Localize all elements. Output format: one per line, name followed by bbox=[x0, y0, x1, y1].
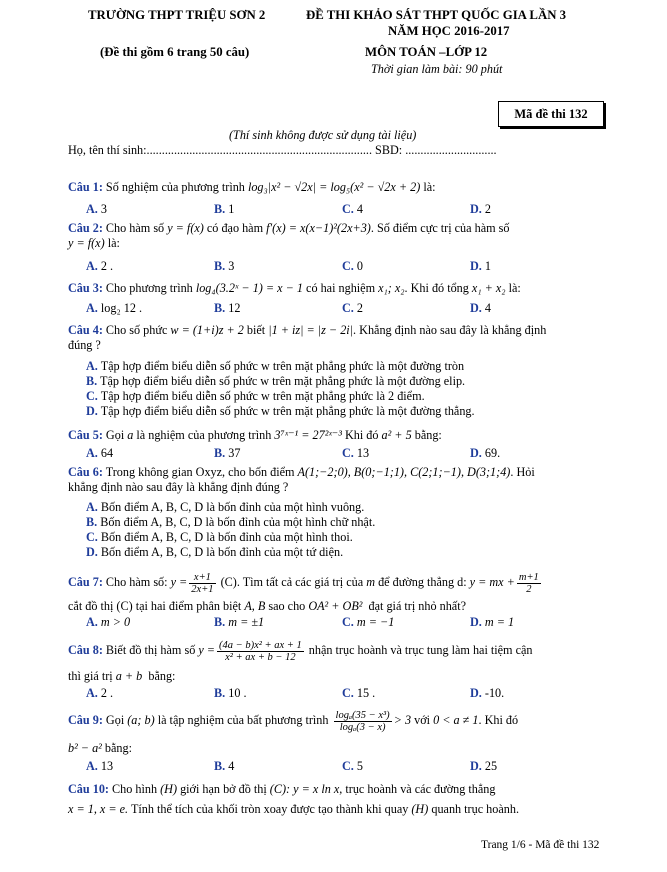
question-7-line-2: cắt đồ thị (C) tại hai điểm phân biệt A, B sao cho OA² + OB² đạt giá trị nhỏ nhất? bbox=[68, 599, 467, 613]
school-name: TRƯỜNG THPT TRIỆU SƠN 2 bbox=[88, 8, 266, 22]
question-label: Câu 1: bbox=[68, 180, 103, 194]
answer-b[interactable]: B. 12 bbox=[214, 301, 241, 315]
answer-d[interactable]: D. m = 1 bbox=[470, 615, 515, 629]
answer-d[interactable]: D. 4 bbox=[470, 301, 491, 315]
answer-a[interactable]: A. 2 . bbox=[86, 259, 114, 273]
question-7: Câu 7: Cho hàm số: y = $\frac{x+1}{2x+1}$ (C). Tìm tất cả các giá trị của m để đường thẳng d: y = mx + $\frac{m+1}{2}$ bbox=[68, 571, 539, 595]
page-footer: Trang 1/6 - Mã đề thi 132 bbox=[481, 839, 600, 851]
question-5: Câu 5: Gọi a là nghiệm của phương trình 3⁷ˣ⁻¹ = 27²ˣ⁻³ Khi đó a² + 5 bằng: bbox=[68, 428, 442, 442]
fraction: $\frac{x+1}{2x+1}$ bbox=[191, 571, 214, 595]
question-label: Câu 2: bbox=[68, 221, 103, 235]
school-year: NĂM HỌC 2016-2017 bbox=[388, 24, 510, 38]
question-9: Câu 9: Gọi (a; b) là tập nghiệm của bất phương trình $\frac{\text{logₐ(35 − x³)}}{\text{logₐ(3 − x)}}$ > 3 với 0 < a ≠ 1. Khi đó bbox=[68, 709, 519, 733]
question-8-line-2: thì giá trị a + b bằng: bbox=[68, 669, 176, 683]
answer-c[interactable]: C. m = −1 bbox=[342, 615, 395, 629]
answer-c[interactable]: C. 15 . bbox=[342, 686, 376, 700]
fraction: $\frac{m+1}{2}$ bbox=[518, 571, 539, 595]
candidate-name-line: Họ, tên thí sinh:.......................................................................... SBD: .............................. bbox=[68, 143, 497, 157]
question-label: Câu 5: bbox=[68, 428, 103, 442]
question-label: Câu 6: bbox=[68, 465, 103, 479]
question-1: Câu 1: Số nghiệm của phương trình log₃|x² − √2x| = log₅(x² − √2x + 2) là: bbox=[68, 180, 436, 194]
answer-a[interactable]: A. 3 bbox=[86, 202, 107, 216]
answer-a[interactable]: A. log₂ 12 . bbox=[86, 301, 143, 315]
fraction: $\frac{\text{logₐ(35 − x³)}}{\text{logₐ(3 − x)}}$ bbox=[335, 709, 390, 733]
option-a[interactable]: A. Bốn điểm A, B, C, D là bốn đỉnh của một hình vuông. bbox=[86, 500, 365, 514]
formula: log₃|x² − √2x| = log₅(x² − √2x + 2) bbox=[247, 180, 421, 194]
answer-d[interactable]: D. 25 bbox=[470, 759, 498, 773]
answer-c[interactable]: C. 2 bbox=[342, 301, 363, 315]
pages-note: (Đề thi gồm 6 trang 50 câu) bbox=[100, 45, 250, 59]
question-9-line-2: b² − a² bằng: bbox=[68, 741, 132, 755]
subject: MÔN TOÁN –LỚP 12 bbox=[365, 45, 488, 59]
answer-b[interactable]: B. 37 bbox=[214, 446, 241, 460]
question-2: Câu 2: Cho hàm số y = f(x) có đạo hàm f′(x) = x(x−1)²(2x+3). Số điểm cực trị của hàm số y = f(x) là: bbox=[68, 221, 510, 250]
exam-code-box: Mã đề thi 132 bbox=[498, 101, 604, 127]
question-label: Câu 8: bbox=[68, 643, 103, 657]
option-b[interactable]: B. Tập hợp điểm biểu diễn số phức w trên mặt phẳng phức là một đường elip. bbox=[86, 374, 466, 388]
question-8: Câu 8: Biết đồ thị hàm số y = $\frac{\text{(4a − b)x² + ax + 1}}{\text{x² + ax + b − 12}}$ nhận trục hoành và trục tung làm hai tiệm cận bbox=[68, 639, 533, 663]
question-label: Câu 9: bbox=[68, 713, 103, 727]
answer-d[interactable]: D. -10. bbox=[470, 686, 505, 700]
answer-b[interactable]: B. 3 bbox=[214, 259, 235, 273]
option-a[interactable]: A. Tập hợp điểm biểu diễn số phức w trên mặt phẳng phức là một đường tròn bbox=[86, 359, 465, 373]
answer-a[interactable]: A. 64 bbox=[86, 446, 114, 460]
answer-a[interactable]: A. 2 . bbox=[86, 686, 114, 700]
fraction: $\frac{\text{(4a − b)x² + ax + 1}}{\text{x² + ax + b − 12}}$ bbox=[219, 639, 302, 663]
option-c[interactable]: C. Bốn điểm A, B, C, D là bốn đỉnh của một hình thoi. bbox=[86, 530, 353, 544]
answer-d[interactable]: D. 1 bbox=[470, 259, 491, 273]
question-10: Câu 10: Cho hình (H) giới hạn bở đồ thị (C): y = x ln x, trục hoành và các đường thẳng x = 1, x = e. Tính thể tích của khối tròn xoay được tạo thành khi quay (H) quanh trục hoành. bbox=[68, 782, 520, 816]
answer-a[interactable]: A. m > 0 bbox=[86, 615, 131, 629]
option-d[interactable]: D. Bốn điểm A, B, C, D là bốn đỉnh của một tứ diện. bbox=[86, 545, 344, 559]
answer-b[interactable]: B. 1 bbox=[214, 202, 235, 216]
answer-c[interactable]: C. 5 bbox=[342, 759, 363, 773]
answer-d[interactable]: D. 2 bbox=[470, 202, 491, 216]
option-c[interactable]: C. Tập hợp điểm biểu diễn số phức w trên mặt phẳng phức là 2 điểm. bbox=[86, 389, 425, 403]
answer-c[interactable]: C. 4 bbox=[342, 202, 363, 216]
answer-a[interactable]: A. 13 bbox=[86, 759, 114, 773]
question-3: Câu 3: Cho phương trình log₄(3.2ˣ − 1) = x − 1 có hai nghiệm x₁; x₂. Khi đó tổng x₁ + x₂ là: bbox=[68, 281, 521, 295]
exam-title: ĐỀ THI KHẢO SÁT THPT QUỐC GIA LẦN 3 bbox=[306, 8, 567, 22]
option-b[interactable]: B. Bốn điểm A, B, C, D là bốn đỉnh của một hình chữ nhật. bbox=[86, 515, 376, 529]
answer-c[interactable]: C. 13 bbox=[342, 446, 370, 460]
exam-time: Thời gian làm bài: 90 phút bbox=[371, 62, 503, 76]
question-label: Câu 10: bbox=[68, 782, 109, 796]
question-6: Câu 6: Trong không gian Oxyz, cho bốn điểm A(1;−2;0), B(0;−1;1), C(2;1;−1), D(3;1;4). Hỏi khẳng định nào sau đây là khẳng định đúng ? bbox=[68, 465, 535, 494]
answer-b[interactable]: B. 10 . bbox=[214, 686, 247, 700]
question-label: Câu 3: bbox=[68, 281, 103, 295]
question-label: Câu 4: bbox=[68, 323, 103, 337]
answer-b[interactable]: B. 4 bbox=[214, 759, 235, 773]
question-4: Câu 4: Cho số phức w = (1+i)z + 2 biết |1 + iz| = |z − 2i|. Khẳng định nào sau đây là khẳng định đúng ? bbox=[68, 323, 547, 352]
answer-c[interactable]: C. 0 bbox=[342, 259, 363, 273]
answer-b[interactable]: B. m = ±1 bbox=[214, 615, 265, 629]
question-label: Câu 7: bbox=[68, 575, 103, 589]
option-d[interactable]: D. Tập hợp điểm biểu diễn số phức w trên mặt phẳng phức là một đường thẳng. bbox=[86, 404, 475, 418]
no-documents-note: (Thí sinh không được sử dụng tài liệu) bbox=[229, 128, 417, 142]
answer-d[interactable]: D. 69. bbox=[470, 446, 501, 460]
